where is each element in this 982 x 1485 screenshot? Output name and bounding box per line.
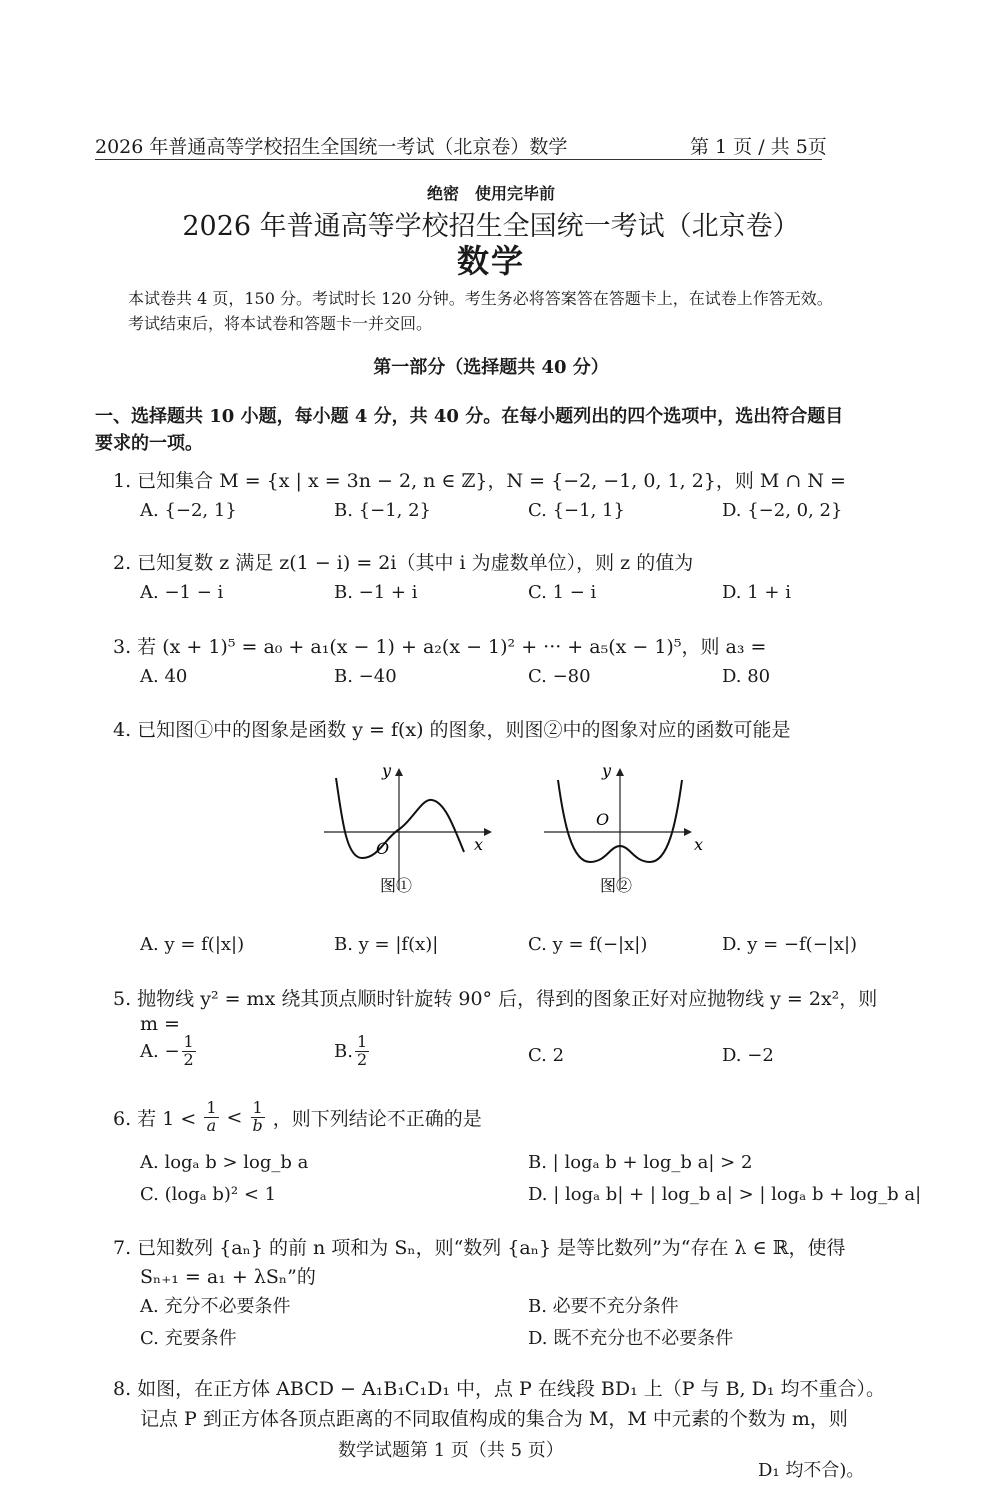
question-2-option-a: A. −1 − i (140, 582, 224, 603)
section-heading-line-1: 一、选择题共 10 小题，每小题 4 分，共 40 分。在每小题列出的四个选项中，选出符合题目 (95, 406, 844, 427)
question-8-stem-line-2: 记点 P 到正方体各顶点距离的不同取值构成的集合为 M，M 中元素的个数为 m，则 (140, 1408, 848, 1430)
fraction-one-half: $\frac{1}{2}$ (356, 1032, 368, 1069)
question-6-option-a: A. logₐ b > log_b a (140, 1152, 309, 1173)
question-7-option-c: C. 充要条件 (140, 1328, 237, 1349)
part-one-heading: 第一部分（选择题共 40 分） (373, 357, 609, 378)
question-4-stem: 4. 已知图①中的图象是函数 y = f(x) 的图象，则图②中的图象对应的函数可能是 (113, 719, 791, 741)
question-4-option-d: D. y = −f(−|x|) (722, 934, 858, 955)
question-7-stem-line-2: Sₙ₊₁ = a₁ + λSₙ”的 (140, 1266, 316, 1288)
figure-2-y-arrow-icon (616, 768, 624, 776)
intro-line-1: 本试卷共 4 页，150 分。考试时长 120 分钟。考生务必将答案答在答题卡上，在试卷上作答无效。 (128, 289, 833, 308)
figure-1-origin-label: O (376, 839, 390, 858)
question-7-option-a: A. 充分不必要条件 (140, 1296, 291, 1317)
question-1-option-b: B. {−1, 2} (334, 500, 432, 521)
figure-2-x-label: x (694, 835, 704, 854)
question-5-option-b: B. $\frac{1}{2}$ (334, 1032, 368, 1069)
question-3-option-a: A. 40 (140, 666, 188, 687)
question-5-option-a: A. − $\frac{1}{2}$ (140, 1032, 194, 1069)
question-5-option-d: D. −2 (722, 1045, 774, 1066)
question-7-option-b: B. 必要不充分条件 (528, 1296, 679, 1317)
figure-1-y-arrow-icon (395, 768, 403, 776)
figure-2-y-label: y (602, 761, 612, 780)
exam-title: 2026 年普通高等学校招生全国统一考试（北京卷） (182, 211, 800, 242)
question-7-option-d: D. 既不充分也不必要条件 (528, 1328, 734, 1349)
question-2-option-c: C. 1 − i (528, 582, 597, 603)
header-rule (95, 159, 822, 160)
figure-1-x-arrow-icon (484, 828, 492, 836)
running-header-page: 第 1 页 / 共 5页 (690, 136, 827, 158)
fraction-one-over-a: $\frac{1}{a}$ (206, 1098, 217, 1135)
overflow-text: D₁ 均不合)。 (758, 1460, 865, 1481)
figure-1-y-label: y (382, 761, 392, 780)
question-6-option-b: B. | logₐ b + log_b a| > 2 (528, 1152, 753, 1173)
question-4-option-b: B. y = |f(x)| (334, 934, 439, 955)
question-1-option-d: D. {−2, 0, 2} (722, 500, 843, 521)
figure-2-x-arrow-icon (684, 828, 692, 836)
question-5-stem-line-1: 5. 抛物线 y² = mx 绕其顶点顺时针旋转 90° 后，得到的图象正好对应抛物线 y = 2x²，则 (113, 988, 878, 1010)
question-2-option-b: B. −1 + i (334, 582, 418, 603)
question-4-option-c: C. y = f(−|x|) (528, 934, 648, 955)
question-3-stem: 3. 若 (x + 1)⁵ = a₀ + a₁(x − 1) + a₂(x − 1)² + ··· + a₅(x − 1)⁵，则 a₃ = (113, 636, 767, 658)
question-5-stem-line-2: m = (140, 1013, 180, 1035)
question-6-option-d: D. | logₐ b| + | log_b a| > | logₐ b + log_b a| (528, 1184, 922, 1205)
question-6-option-c: C. (logₐ b)² < 1 (140, 1184, 277, 1205)
figure-1-x-label: x (474, 835, 484, 854)
question-3-option-b: B. −40 (334, 666, 397, 687)
question-3-option-c: C. −80 (528, 666, 591, 687)
question-2-stem: 2. 已知复数 z 满足 z(1 − i) = 2i（其中 i 为虚数单位），则 z 的值为 (113, 552, 694, 574)
figure-2-graph (538, 758, 718, 898)
question-1-option-a: A. {−2, 1} (140, 500, 237, 521)
question-5-option-c: C. 2 (528, 1045, 565, 1066)
question-6-stem: 6. 若 1 < $\frac{1}{a}$ < $\frac{1}{b}$ ，则下列结论不正确的是 (113, 1098, 482, 1135)
question-8-stem-line-1: 8. 如图，在正方体 ABCD − A₁B₁C₁D₁ 中，点 P 在线段 BD₁ 上（P 与 B, D₁ 均不重合）。 (113, 1378, 886, 1400)
figure-2-caption: 图② (600, 876, 633, 895)
figure-1-caption: 图① (380, 876, 413, 895)
question-1-stem: 1. 已知集合 M = {x | x = 3n − 2, n ∈ ℤ}，N = {−2, −1, 0, 1, 2}，则 M ∩ N = (113, 470, 846, 492)
section-heading-line-2: 要求的一项。 (95, 433, 203, 454)
figure-1-graph (318, 758, 498, 898)
question-3-option-d: D. 80 (722, 666, 771, 687)
figure-1-curve (336, 778, 464, 858)
subject-title: 数学 (456, 242, 525, 280)
question-1-option-c: C. {−1, 1} (528, 500, 625, 521)
question-2-option-d: D. 1 + i (722, 582, 791, 603)
figure-2-origin-label: O (596, 810, 610, 829)
secret-label: 绝密 使用完毕前 (426, 184, 555, 203)
question-4-option-a: A. y = f(|x|) (140, 934, 245, 955)
intro-line-2: 考试结束后，将本试卷和答题卡一并交回。 (128, 314, 433, 333)
page-footer: 数学试题第 1 页（共 5 页） (338, 1440, 564, 1461)
fraction-one-half: $\frac{1}{2}$ (183, 1032, 194, 1069)
fraction-one-over-b: $\frac{1}{b}$ (252, 1098, 263, 1135)
question-7-stem-line-1: 7. 已知数列 {aₙ} 的前 n 项和为 Sₙ，则“数列 {aₙ} 是等比数列”为“存在 λ ∈ ℝ，使得 (113, 1237, 846, 1259)
running-header-left: 2026 年普通高等学校招生全国统一考试（北京卷）数学 (95, 136, 568, 158)
